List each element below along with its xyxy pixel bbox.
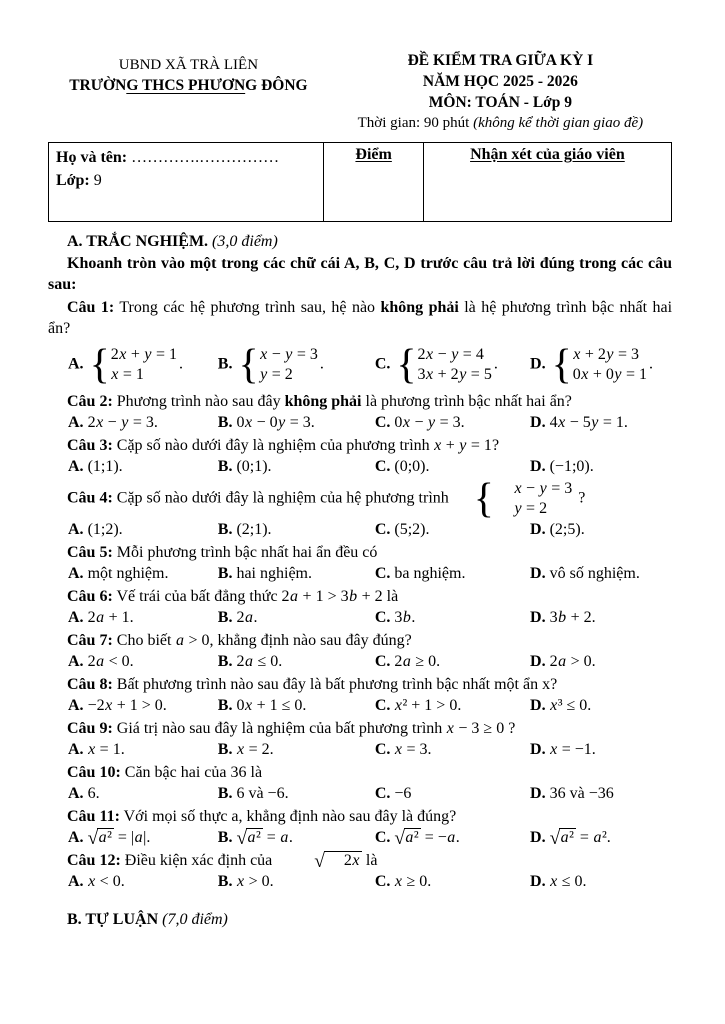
options-row bbox=[68, 412, 672, 433]
question-block bbox=[48, 435, 672, 477]
question-text: Câu 4: Cặp số nào dưới đây là nghiệm của hệ phương trình { x − y = 3 y = 2 ? bbox=[67, 476, 586, 522]
question-text: Câu 9: Giá trị nào sau đây là nghiệm của bất phương trình x − 3 ≥ 0 ? bbox=[67, 720, 516, 737]
option-label: B. bbox=[217, 521, 233, 538]
option-label: B. bbox=[217, 565, 233, 582]
option-label: A. bbox=[68, 653, 84, 670]
radicand: a² bbox=[98, 829, 112, 846]
section-a-points: (3,0 điểm) bbox=[208, 233, 278, 250]
math-expression: 2a > 0. bbox=[549, 653, 596, 670]
question-text: Câu 1: Trong các hệ phương trình sau, hệ nào không phải là hệ phương trình bậc nhất hai ẩn? bbox=[48, 299, 673, 337]
math-expression: (1;2). bbox=[87, 521, 123, 538]
subject-line: MÔN: TOÁN - Lớp 9 bbox=[428, 94, 572, 111]
table-row bbox=[49, 143, 672, 222]
math-expression: (1;1). bbox=[87, 458, 123, 475]
answer-option bbox=[68, 871, 218, 892]
time-note: (không kể thời gian giao đề) bbox=[473, 115, 644, 131]
answer-option: C. −6 bbox=[374, 785, 412, 802]
name-class-cell bbox=[49, 143, 324, 222]
option-label: B. bbox=[217, 609, 233, 626]
options-row bbox=[68, 739, 672, 760]
answer-option: B. hai nghiệm. bbox=[217, 565, 312, 582]
brace-icon: { bbox=[396, 342, 417, 388]
option-label: D. bbox=[530, 697, 546, 714]
options-row bbox=[68, 341, 672, 389]
class-label: Lớp: bbox=[56, 172, 94, 189]
answer-option: A. { 2x + y = 1 x = 1 . bbox=[68, 342, 184, 388]
radicand: a² bbox=[560, 829, 574, 846]
option-label: D. bbox=[530, 565, 546, 582]
math-expression: 3b + 2. bbox=[549, 609, 596, 626]
options-row bbox=[68, 695, 672, 716]
question-block bbox=[48, 297, 672, 389]
answer-option: D. { x + 2y = 3 0x + 0y = 1 . bbox=[530, 342, 654, 388]
square-root-expression bbox=[276, 850, 362, 871]
section-b-label: B. TỰ LUẬN bbox=[67, 911, 159, 929]
answer-option: A. 6. bbox=[68, 785, 100, 802]
math-expression: (0;1). bbox=[236, 458, 272, 475]
option-label: A. bbox=[68, 697, 84, 714]
question-block bbox=[48, 718, 672, 760]
option-label: B. bbox=[217, 653, 233, 670]
square-root-expression bbox=[236, 827, 262, 848]
question-text: Câu 7: Cho biết a > 0, khẳng định nào sau đây đúng? bbox=[67, 632, 412, 649]
math-expression: 2x − y = 3. bbox=[87, 414, 158, 431]
options-row bbox=[68, 871, 672, 892]
name-label: Họ và tên: bbox=[56, 149, 132, 166]
option-label: C. bbox=[374, 873, 391, 891]
answer-option: A. một nghiệm. bbox=[68, 565, 169, 582]
option-label: B. bbox=[217, 458, 233, 475]
question-number: Câu 12: bbox=[67, 852, 121, 870]
answer-option bbox=[530, 519, 672, 540]
question-block bbox=[48, 542, 672, 584]
system-equations: 2x − y = 4 3x + 2y = 5 bbox=[417, 346, 492, 383]
square-root-expression bbox=[550, 827, 576, 848]
answer-option bbox=[218, 827, 375, 848]
option-label: C. bbox=[374, 741, 391, 758]
option-label: B. bbox=[217, 873, 233, 891]
option-label: A. bbox=[68, 741, 84, 758]
answer-option bbox=[218, 739, 375, 760]
answer-option bbox=[530, 695, 672, 716]
question-block bbox=[48, 806, 672, 848]
answer-option bbox=[68, 739, 218, 760]
comment-cell bbox=[423, 143, 671, 222]
math-expression: = a². bbox=[575, 829, 611, 846]
answer-option: B. 6 và −6. bbox=[217, 785, 289, 802]
system-equations: x − y = 3 y = 2 bbox=[260, 346, 318, 383]
question-block bbox=[48, 762, 672, 804]
radical-icon: √ bbox=[549, 828, 561, 849]
answer-option: C. { 2x − y = 4 3x + 2y = 5 . bbox=[374, 342, 498, 388]
brace-icon: { bbox=[238, 342, 259, 388]
question-text: Câu 2: Phương trình nào sau đây không phải là phương trình bậc nhất hai ẩn? bbox=[67, 393, 572, 410]
math-expression: x ≤ 0. bbox=[550, 873, 587, 891]
option-label: D. bbox=[530, 609, 546, 626]
math-expression: 2a < 0. bbox=[87, 653, 134, 670]
answer-option bbox=[68, 695, 218, 716]
answer-option bbox=[375, 871, 530, 892]
math-expression: x³ ≤ 0. bbox=[550, 697, 592, 714]
math-expression: x = 3. bbox=[394, 741, 432, 758]
math-expression: 4x − 5y = 1. bbox=[549, 414, 628, 431]
math-expression: x = 2. bbox=[236, 741, 274, 758]
math-expression: (0;0). bbox=[394, 458, 430, 475]
time-line bbox=[329, 113, 672, 134]
question-number: Câu 5: bbox=[67, 544, 113, 561]
answer-option bbox=[530, 412, 672, 433]
option-label: C. bbox=[374, 609, 391, 626]
instruction-text: Khoanh tròn vào một trong các chữ cái A, B, C, D trước câu trả lời đúng trong các câu sau: bbox=[48, 255, 672, 293]
school-name-prefix: TRƯỜN bbox=[69, 77, 127, 94]
math-expression: x = −1. bbox=[550, 741, 596, 758]
option-label: D. bbox=[530, 414, 546, 431]
answer-option bbox=[375, 607, 530, 628]
header-right-block bbox=[329, 50, 672, 134]
math-expression: x − 3 ≥ 0 bbox=[446, 720, 505, 737]
option-label: C. bbox=[374, 653, 391, 670]
option-label: D. bbox=[530, 785, 546, 802]
math-expression: a > 0 bbox=[175, 632, 210, 649]
options-row bbox=[68, 563, 672, 584]
math-expression: 2a + 1 > 3b + 2 bbox=[281, 588, 383, 605]
system-equations: 2x + y = 1 x = 1 bbox=[110, 346, 178, 383]
answer-option bbox=[218, 607, 375, 628]
question-block bbox=[48, 476, 672, 540]
school-year: NĂM HỌC 2025 - 2026 bbox=[422, 73, 578, 90]
answer-option bbox=[375, 827, 530, 848]
system-equations: x + 2y = 3 0x + 0y = 1 bbox=[572, 346, 648, 383]
equation-system bbox=[238, 342, 318, 388]
option-label: B. bbox=[217, 697, 233, 714]
answer-option bbox=[68, 651, 218, 672]
option-label: A. bbox=[68, 829, 84, 846]
question-number: Câu 4: bbox=[67, 489, 113, 507]
answer-option bbox=[530, 827, 672, 848]
math-expression: x = 1. bbox=[88, 741, 125, 758]
options-row bbox=[68, 607, 672, 628]
option-label: C. bbox=[374, 355, 391, 373]
questions-list bbox=[48, 297, 672, 892]
answer-option: D. vô số nghiệm. bbox=[530, 565, 640, 582]
question-text: Câu 8: Bất phương trình nào sau đây là bất phương trình bậc nhất một ẩn x? bbox=[67, 676, 558, 693]
equation-system bbox=[396, 342, 492, 388]
math-expression: x < 0. bbox=[88, 873, 125, 891]
answer-option bbox=[218, 456, 375, 477]
option-label: A. bbox=[68, 414, 84, 431]
answer-option bbox=[218, 695, 375, 716]
answer-option bbox=[530, 739, 672, 760]
option-label: A. bbox=[68, 873, 84, 891]
equation-system bbox=[89, 342, 178, 388]
option-label: C. bbox=[374, 697, 391, 714]
radicand: a² bbox=[405, 829, 419, 846]
option-label: B. bbox=[217, 355, 233, 373]
school-name-underlined: G THCS PHƯƠN bbox=[126, 77, 246, 94]
option-label: B. bbox=[217, 414, 233, 431]
math-expression: = a. bbox=[262, 829, 293, 846]
math-expression: (−1;0). bbox=[549, 458, 594, 475]
exam-title: ĐỀ KIỂM TRA GIỮA KỲ I bbox=[407, 52, 594, 69]
question-block bbox=[48, 586, 672, 628]
option-label: A. bbox=[68, 785, 84, 802]
header-left-block bbox=[48, 50, 329, 134]
math-expression: x > 0. bbox=[236, 873, 274, 891]
answer-option bbox=[375, 651, 530, 672]
score-header: Điểm bbox=[355, 146, 392, 163]
math-expression: (2;1). bbox=[236, 521, 272, 538]
radical-icon: √ bbox=[314, 851, 325, 873]
math-expression: = |a|. bbox=[113, 829, 151, 846]
option-label: A. bbox=[68, 458, 84, 475]
math-expression: x + y = 1 bbox=[434, 437, 492, 454]
question-text: Câu 5: Mỗi phương trình bậc nhất hai ẩn đều có bbox=[67, 544, 378, 561]
question-block bbox=[48, 391, 672, 433]
question-number: Câu 11: bbox=[67, 808, 120, 825]
document-header bbox=[48, 50, 672, 134]
math-expression: 2a ≥ 0. bbox=[394, 653, 441, 670]
answer-option bbox=[530, 651, 672, 672]
answer-option bbox=[375, 739, 530, 760]
org-name: UBND XÃ TRÀ LIÊN bbox=[118, 57, 259, 73]
option-label: C. bbox=[374, 829, 391, 846]
system-equations: x − y = 3 y = 2 bbox=[514, 480, 573, 517]
options-row bbox=[68, 456, 672, 477]
equation-system bbox=[551, 342, 648, 388]
answer-option bbox=[218, 412, 375, 433]
option-label: A. bbox=[68, 355, 84, 373]
radical-icon: √ bbox=[236, 828, 247, 849]
section-b-title bbox=[48, 909, 672, 931]
answer-option bbox=[218, 871, 375, 892]
options-row bbox=[68, 827, 672, 848]
question-number: Câu 10: bbox=[67, 764, 121, 781]
name-line bbox=[56, 146, 316, 169]
question-text: Câu 3: Cặp số nào dưới đây là nghiệm của phương trình x + y = 1? bbox=[67, 437, 500, 454]
answer-option: D. 36 và −36 bbox=[530, 785, 614, 802]
option-label: D. bbox=[530, 521, 546, 538]
option-label: A. bbox=[68, 565, 84, 582]
math-expression: (5;2). bbox=[394, 521, 430, 538]
school-name-suffix: G ĐÔNG bbox=[245, 77, 308, 94]
math-expression: 0x − 0y = 3. bbox=[236, 414, 315, 431]
options-row bbox=[68, 783, 672, 804]
school-name bbox=[48, 75, 329, 97]
answer-option bbox=[375, 695, 530, 716]
section-b-points: (7,0 điểm) bbox=[158, 911, 228, 929]
options-row bbox=[68, 651, 672, 672]
answer-option bbox=[218, 519, 375, 540]
option-label: B. bbox=[217, 829, 233, 846]
answer-option bbox=[68, 607, 218, 628]
math-expression: x² + 1 > 0. bbox=[394, 697, 462, 714]
question-block bbox=[48, 674, 672, 716]
option-label: C. bbox=[374, 521, 391, 538]
math-expression: 2a ≤ 0. bbox=[236, 653, 283, 670]
question-number: Câu 2: bbox=[67, 393, 113, 410]
square-root-expression bbox=[394, 827, 420, 848]
math-expression: (2;5). bbox=[549, 521, 585, 538]
answer-option bbox=[375, 456, 530, 477]
math-expression: 2a. bbox=[236, 609, 258, 626]
section-a-title bbox=[48, 231, 672, 253]
option-label: D. bbox=[530, 873, 546, 891]
question-block bbox=[48, 850, 672, 892]
comment-header: Nhận xét của giáo viên bbox=[470, 146, 625, 163]
question-text: Câu 10: Căn bậc hai của 36 là bbox=[67, 764, 263, 781]
answer-option bbox=[218, 651, 375, 672]
math-expression: 2a + 1. bbox=[87, 609, 134, 626]
option-label: D. bbox=[530, 829, 546, 846]
class-value: 9 bbox=[93, 172, 102, 189]
radicand: a² bbox=[247, 829, 261, 846]
option-label: B. bbox=[217, 785, 233, 802]
option-label: C. bbox=[374, 458, 391, 475]
answer-option bbox=[530, 871, 672, 892]
score-cell bbox=[324, 143, 423, 222]
math-expression: 3b. bbox=[394, 609, 416, 626]
answer-option bbox=[68, 519, 218, 540]
question-number: Câu 1: bbox=[67, 299, 115, 316]
option-label: D. bbox=[530, 355, 546, 373]
answer-option bbox=[375, 519, 530, 540]
options-row bbox=[68, 519, 672, 540]
brace-icon: { bbox=[473, 476, 494, 522]
question-number: Câu 3: bbox=[67, 437, 113, 454]
student-info-table bbox=[48, 142, 672, 222]
time-text: Thời gian: 90 phút bbox=[357, 115, 474, 131]
option-label: C. bbox=[374, 414, 391, 431]
answer-option bbox=[68, 412, 218, 433]
equation-system bbox=[455, 476, 573, 522]
option-label: C. bbox=[374, 565, 391, 582]
math-expression: 0x + 1 ≤ 0. bbox=[236, 697, 307, 714]
option-label: B. bbox=[217, 741, 233, 758]
radical-icon: √ bbox=[394, 828, 405, 849]
math-expression: 0x − y = 3. bbox=[394, 414, 465, 431]
math-expression: x ≥ 0. bbox=[394, 873, 432, 891]
brace-icon: { bbox=[89, 342, 110, 388]
question-number: Câu 9: bbox=[67, 720, 113, 737]
radicand: 2x bbox=[324, 851, 362, 870]
math-expression: 36 bbox=[230, 764, 247, 781]
math-expression: −2x + 1 > 0. bbox=[87, 697, 167, 714]
question-text: Câu 6: Vế trái của bất đẳng thức 2a + 1 > 3b + 2 là bbox=[67, 588, 399, 605]
option-label: C. bbox=[374, 785, 391, 802]
radical-icon: √ bbox=[87, 828, 99, 849]
answer-option bbox=[68, 827, 218, 848]
question-number: Câu 7: bbox=[67, 632, 113, 649]
question-text: Câu 12: Điều kiện xác định của √ 2x là bbox=[67, 851, 378, 873]
question-number: Câu 6: bbox=[67, 588, 113, 605]
class-line bbox=[56, 169, 316, 192]
question-text: Câu 11: Với mọi số thực a, khẳng định nào sau đây là đúng? bbox=[67, 808, 457, 825]
section-a-label: A. TRẮC NGHIỆM. bbox=[67, 233, 209, 250]
option-label: D. bbox=[530, 741, 546, 758]
answer-option bbox=[530, 607, 672, 628]
answer-option bbox=[530, 456, 672, 477]
option-label: A. bbox=[68, 609, 84, 626]
answer-option: C. ba nghiệm. bbox=[374, 565, 466, 582]
answer-option: B. { x − y = 3 y = 2 . bbox=[217, 342, 324, 388]
option-label: D. bbox=[530, 458, 546, 475]
answer-option bbox=[375, 412, 530, 433]
name-fill-dots: ………….…………… bbox=[131, 149, 280, 166]
option-label: D. bbox=[530, 653, 546, 670]
question-number: Câu 8: bbox=[67, 676, 113, 693]
brace-icon: { bbox=[551, 342, 572, 388]
answer-option bbox=[68, 456, 218, 477]
option-label: A. bbox=[68, 521, 84, 538]
math-expression: = −a. bbox=[420, 829, 460, 846]
square-root-expression bbox=[88, 827, 114, 848]
question-block bbox=[48, 630, 672, 672]
